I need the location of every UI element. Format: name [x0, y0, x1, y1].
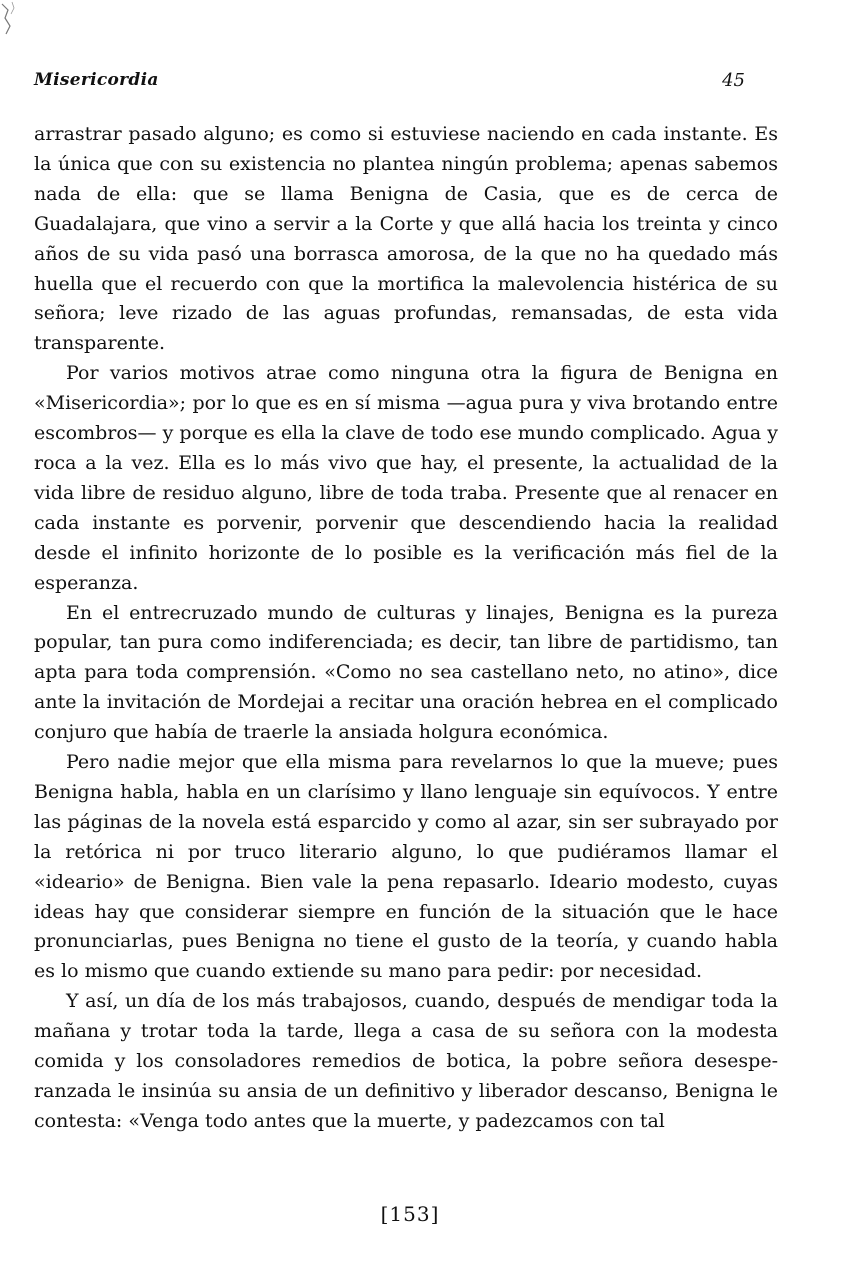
body-text	[34, 120, 778, 1137]
scan-corner-mark	[0, 0, 26, 40]
paragraph-1: arrastrar pasado alguno; es como si estuviese naciendo en cada instante. Es la única que con su existencia no plantea ningún problema; apenas sabemos nada de ella: que se llama Benigna de Casia, que es de cerca de Guadalajara, que vino a servir a la Corte y que allá hacia los treinta y cinco años de su vida pasó una borrasca amorosa, de la que no ha quedado más huella que el recuerdo con que la mortifica la malevolencia histérica de su señora; leve rizado de las aguas profundas, remansadas, de esta vida transparente.	[34, 123, 778, 355]
paragraph-2: Por varios motivos atrae como ninguna otra la figura de Benigna en «Misericordia»; por lo que es en sí misma —agua pura y viva brotando entre escombros— y porque es ella la clave de todo ese mundo complicado. Agua y roca a la vez. Ella es lo más vivo que hay, el presente, la actualidad de la vida libre de residuo alguno, libre de toda traba. Presente que al renacer en cada instante es porvenir, porvenir que descendiendo hacia la realidad desde el infinito horizonte de lo posible es la verificación más fiel de la esperanza.	[34, 362, 778, 594]
paragraph-3: En el entrecruzado mundo de culturas y linajes, Benigna es la pureza popular, tan pura como indiferenciada; es decir, tan libre de partidismo, tan apta para toda comprensión. «Como no sea castellano neto, no atino», dice ante la invitación de Mordejai a recitar una oración hebrea en el complicado conjuro que había de traerle la ansiada holgura económica.	[34, 601, 778, 744]
footer-page-number: [153]	[380, 1202, 440, 1226]
page-header	[34, 70, 745, 94]
running-title: Misericordia	[34, 70, 159, 90]
page-number: 45	[722, 70, 745, 91]
paragraph-4: Pero nadie mejor que ella misma para revelarnos lo que la mueve; pues Benigna habla, habla en un clarísimo y llano lenguaje sin equívocos. Y entre las páginas de la novela está esparcido y como al azar, sin ser subrayado por la retórica ni por truco literario alguno, lo que pudiéramos llamar el «ideario» de Benigna. Bien vale la pena repasarlo. Ideario modesto, cuyas ideas hay que considerar siempre en función de la situación que le hace pronunciarlas, pues Benigna no tiene el gusto de la teoría, y cuando habla es lo mismo que cuando extiende su mano para pedir: por necesidad.	[34, 751, 778, 983]
paragraph-5: Y así, un día de los más trabajosos, cuando, después de mendigar toda la mañana y trotar toda la tarde, llega a casa de su señora con la modesta comida y los consoladores remedios de botica, la pobre señora desesperanzada le insinúa su ansia de un definitivo y liberador descanso, Benigna le contesta: «Venga todo antes que la muerte, y padezcamos con tal	[34, 990, 778, 1132]
